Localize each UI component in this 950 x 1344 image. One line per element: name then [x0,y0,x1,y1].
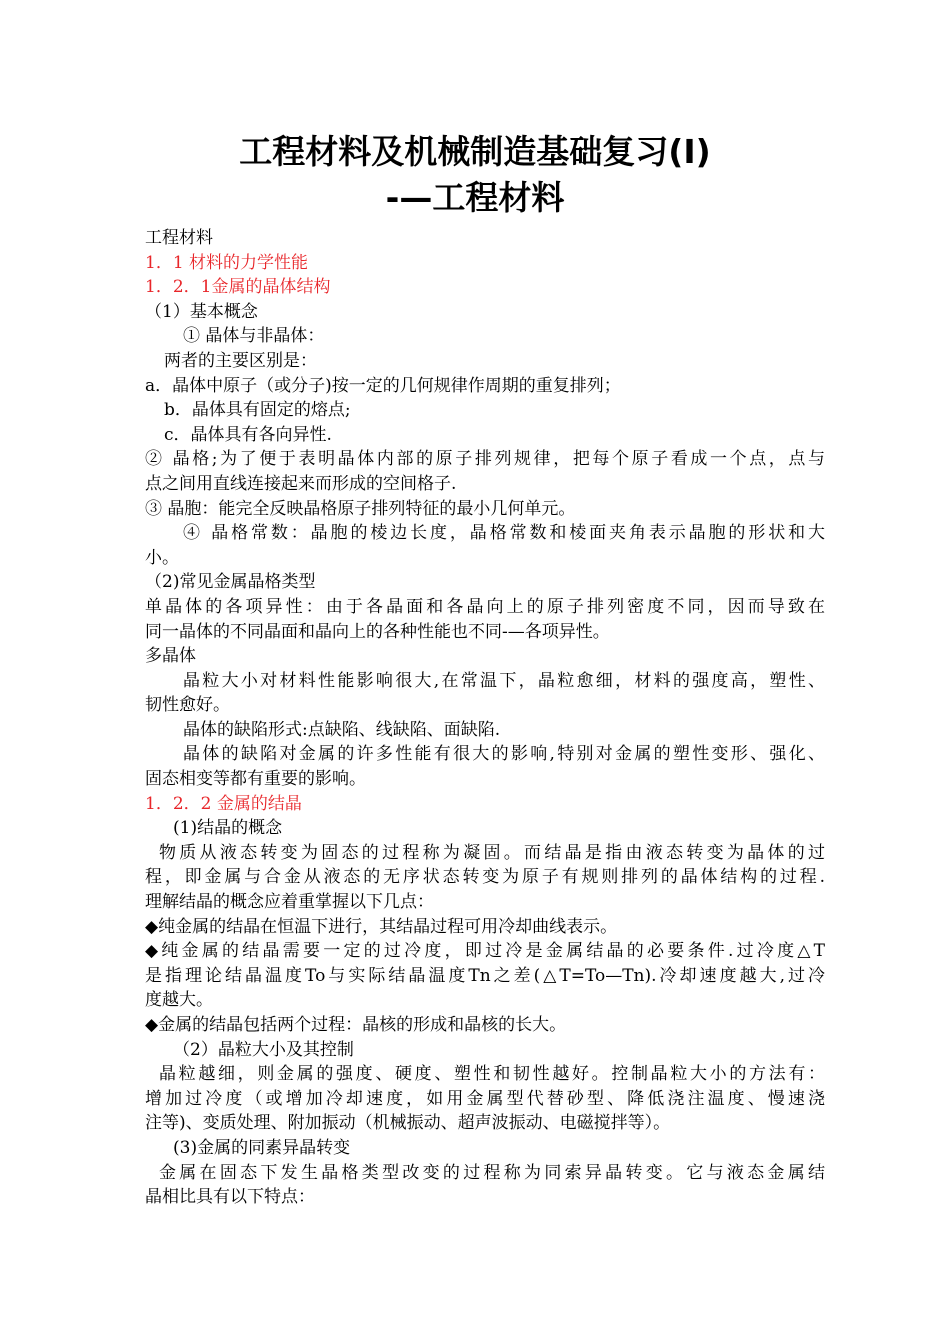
paragraph-line: 多晶体 [145,646,196,667]
bullet-item: ◆金属的结晶包括两个过程：晶核的形成和晶核的长大。 [145,1015,567,1035]
paragraph-line: 注等)、变质处理、附加振动（机械振动、超声波振动、电磁搅拌等）。 [145,1113,671,1134]
section-label: 工程材料 [145,228,213,248]
paragraph-line: 单晶体的各项异性：由于各晶面和各晶向上的原子排列密度不同，因而导致在 [145,596,825,617]
bullet-item: ◆纯金属的结晶需要一定的过冷度，即过冷是金属结晶的必要条件.过冷度△T [145,941,825,962]
subsection-heading: （1）基本概念 [145,301,258,322]
paragraph-line: 点之间用直线连接起来而形成的空间格子. [145,473,457,494]
paragraph-line: 理解结晶的概念应着重掌握以下几点： [145,892,434,913]
paragraph-line: 韧性愈好。 [145,695,230,716]
paragraph-line: 同一晶体的不同晶面和晶向上的各种性能也不同-—各项异性。 [145,621,610,642]
paragraph-line: 小。 [145,547,179,568]
document-title: 工程材料及机械制造基础复习(Ⅰ) [239,132,711,171]
subsection-heading: （2）晶粒大小及其控制 [173,1039,354,1060]
paragraph-line: ① 晶体与非晶体： [183,326,325,347]
section-heading: 1．2．2 金属的结晶 [145,793,302,814]
paragraph-line: 两者的主要区别是： [164,350,317,371]
paragraph-line: 是指理论结晶温度To与实际结晶温度Tn之差(△T=To—Tn).冷却速度越大,过冷 [145,965,825,986]
paragraph-line: 晶相比具有以下特点： [145,1187,315,1208]
paragraph-line: 晶粒大小对材料性能影响很大,在常温下，晶粒愈细，材料的强度高，塑性、 [183,670,825,691]
paragraph-line: 金属在固态下发生晶格类型改变的过程称为同索异晶转变。它与液态金属结 [159,1162,825,1183]
paragraph-line: ② 晶格;为了便于表明晶体内部的原子排列规律，把每个原子看成一个点，点与 [145,449,825,470]
paragraph-line: ③ 晶胞：能完全反映晶格原子排列特征的最小几何单元。 [145,498,576,519]
section-heading: 1．2．1金属的晶体结构 [145,277,331,298]
paragraph-line: 晶粒越细，则金属的强度、硬度、塑性和韧性越好。控制晶粒大小的方法有： [159,1064,825,1085]
document-body [145,226,825,1210]
paragraph-line: ④ 晶格常数：晶胞的棱边长度，晶格常数和棱面夹角表示晶胞的形状和大 [183,523,825,544]
paragraph-line: 物质从液态转变为固态的过程称为凝固。而结晶是指由液态转变为晶体的过 [159,842,825,863]
paragraph-line: 增加过冷度（或增加冷却速度，如用金属型代替砂型、降低浇注温度、慢速浇 [145,1088,825,1109]
list-item: b．晶体具有固定的熔点; [164,400,351,421]
paragraph-line: 晶体的缺陷形式:点缺陷、线缺陷、面缺陷. [183,719,501,740]
list-item: c．晶体具有各向异性. [164,424,332,445]
paragraph-line: 度越大。 [145,990,213,1011]
document-subtitle: -—工程材料 [385,178,565,217]
paragraph-line: 程，即金属与合金从液态的无序状态转变为原子有规则排列的晶体结构的过程. [145,867,825,888]
bullet-item: ◆纯金属的结晶在恒温下进行，其结晶过程可用冷却曲线表示。 [145,916,618,937]
section-heading: 1．1 材料的力学性能 [145,252,309,273]
subsection-heading: (3)金属的同素异晶转变 [173,1137,351,1158]
subsection-heading: (1)结晶的概念 [173,818,283,839]
subsection-heading: （2)常见金属晶格类型 [145,572,316,593]
paragraph-line: 晶体的缺陷对金属的许多性能有很大的影响,特别对金属的塑性变形、强化、 [183,744,825,765]
list-item: a．晶体中原子（或分子)按一定的几何规律作周期的重复排列； [145,375,621,396]
paragraph-line: 固态相变等都有重要的影响。 [145,769,366,790]
